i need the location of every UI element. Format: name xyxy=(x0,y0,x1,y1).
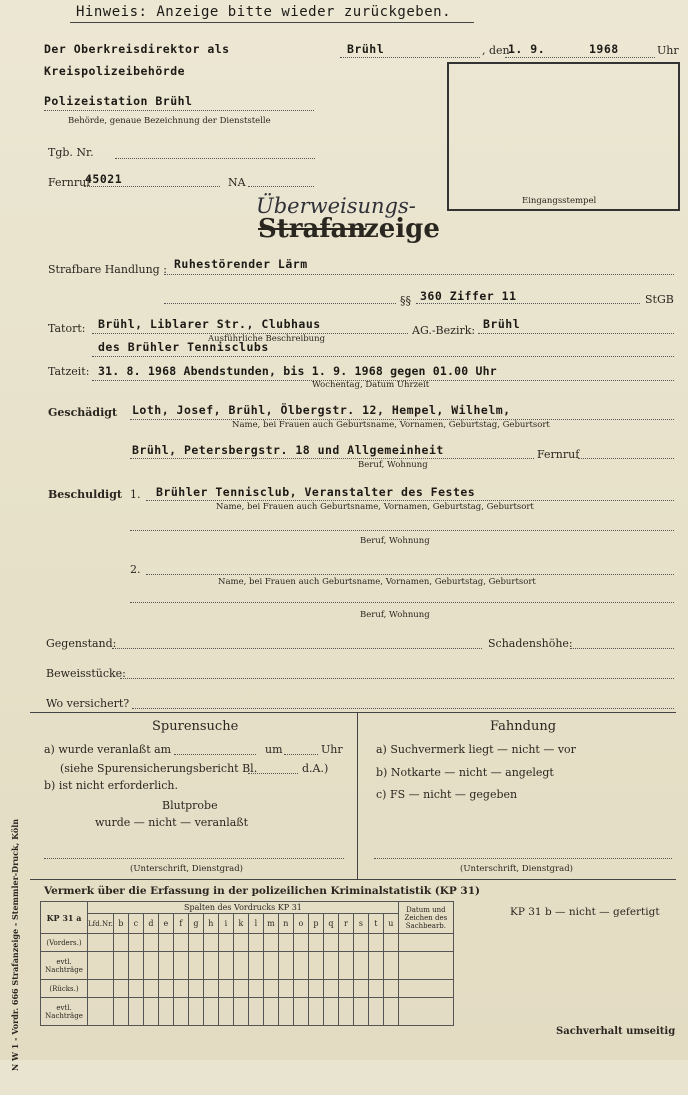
kp-grid-cell[interactable] xyxy=(143,952,158,980)
schaden-label: Schadenshöhe: xyxy=(488,637,573,650)
section-value: 360 Ziffer 11 xyxy=(420,289,517,303)
kp-grid-cell[interactable] xyxy=(188,998,203,1026)
na-label: NA xyxy=(228,176,246,189)
kp-grid-cell[interactable] xyxy=(128,952,143,980)
kp-grid-cell[interactable] xyxy=(353,980,368,998)
blutprobe-options: wurde — nicht — veranlaßt xyxy=(95,816,249,829)
kp-grid-cell[interactable] xyxy=(383,934,398,952)
spurensuche-title: Spurensuche xyxy=(152,719,239,734)
hinweis-underline xyxy=(70,22,474,23)
kp-grid-cell[interactable] xyxy=(323,998,338,1026)
evtl1-label: evtl. Nachträge xyxy=(41,952,88,980)
den-label: , den xyxy=(482,44,510,57)
fahndung-title: Fahndung xyxy=(490,719,557,734)
kp-grid-cell[interactable] xyxy=(143,934,158,952)
kp-grid-cell[interactable] xyxy=(278,980,293,998)
kp-grid-cell[interactable] xyxy=(203,952,218,980)
date-value: 1. 9. xyxy=(508,42,546,56)
strafbare-label: Strafbare Handlung : xyxy=(48,263,167,276)
tatort-value2: des Brühler Tennisclubs xyxy=(98,340,269,354)
kp-grid-cell[interactable] xyxy=(398,952,453,980)
kp-grid-cell[interactable] xyxy=(233,952,248,980)
title-struck: Strafan xyxy=(258,214,367,244)
kp-grid-cell[interactable] xyxy=(143,998,158,1026)
kp-column-u: u xyxy=(383,914,398,934)
tatort-label: Tatort: xyxy=(48,322,86,335)
kp-grid-cell[interactable] xyxy=(188,952,203,980)
kp-grid-cell[interactable] xyxy=(293,952,308,980)
kp-column-q: q xyxy=(323,914,338,934)
kp-grid-cell[interactable] xyxy=(338,952,353,980)
lfdnr-header: Lfd.Nr. xyxy=(88,914,114,934)
kp-grid-cell[interactable] xyxy=(203,980,218,998)
kp-grid-cell[interactable] xyxy=(398,980,453,998)
kp-grid-cell[interactable] xyxy=(353,998,368,1026)
kp-grid-cell[interactable] xyxy=(248,952,263,980)
datum-header: Datum und Zeichen des Sachbearb. xyxy=(398,902,453,934)
authority-line1: Der Oberkreisdirektor als xyxy=(44,42,230,56)
kp-column-g: g xyxy=(188,914,203,934)
kp-grid-cell[interactable] xyxy=(263,934,278,952)
kp-column-i: i xyxy=(218,914,233,934)
kp-grid-cell[interactable] xyxy=(248,980,263,998)
kp-grid-cell[interactable] xyxy=(338,980,353,998)
evtl2-label: evtl. Nachträge xyxy=(41,998,88,1026)
kp-column-p: p xyxy=(308,914,323,934)
gegenstand-label: Gegenstand: xyxy=(46,637,117,650)
kp-grid-cell[interactable] xyxy=(88,934,114,952)
kp31b-note: KP 31 b — nicht — gefertigt xyxy=(510,906,660,918)
kp-grid-cell[interactable] xyxy=(248,998,263,1026)
kp-grid-cell[interactable] xyxy=(203,998,218,1026)
kp31a-cell: KP 31 a xyxy=(41,902,88,934)
kp-grid-cell[interactable] xyxy=(293,934,308,952)
kp-grid-cell[interactable] xyxy=(188,980,203,998)
fahndung-a: a) Suchvermerk liegt — nicht — vor xyxy=(376,743,576,756)
kp-grid-cell[interactable] xyxy=(158,980,173,998)
kp-grid-cell[interactable] xyxy=(278,952,293,980)
spalten-header: Spalten des Vordrucks KP 31 xyxy=(88,902,399,914)
kp-grid-cell[interactable] xyxy=(173,934,188,952)
kp-grid-cell[interactable] xyxy=(128,934,143,952)
kp-grid-cell[interactable] xyxy=(218,934,233,952)
police-station: Polizeistation Brühl xyxy=(44,94,193,108)
kp-grid-cell[interactable] xyxy=(218,952,233,980)
spuren-b: b) ist nicht erforderlich. xyxy=(44,779,178,792)
kp-grid-cell[interactable] xyxy=(368,952,383,980)
kp-grid-cell[interactable] xyxy=(143,980,158,998)
geschaedigt-value2: Brühl, Petersbergstr. 18 und Allgemeinheit xyxy=(132,443,444,457)
geschaedigt-caption: Name, bei Frauen auch Geburtsname, Vornamen, Geburtstag, Geburtsort xyxy=(232,420,550,430)
fernruf-label: Fernruf xyxy=(48,176,91,189)
kp-grid-cell[interactable] xyxy=(398,998,453,1026)
beruf-caption3: Beruf, Wohnung xyxy=(360,610,430,620)
kp-grid-cell[interactable] xyxy=(128,980,143,998)
kp-grid-cell[interactable] xyxy=(383,952,398,980)
kp-column-m: m xyxy=(263,914,278,934)
kp-grid-cell[interactable] xyxy=(338,998,353,1026)
fahndung-b: b) Notkarte — nicht — angelegt xyxy=(376,766,554,779)
kp-grid-cell[interactable] xyxy=(368,998,383,1026)
kp-grid-cell[interactable] xyxy=(323,980,338,998)
name-caption2: Name, bei Frauen auch Geburtsname, Vornamen, Geburtstag, Geburtsort xyxy=(218,577,536,587)
uhr-label: Uhr xyxy=(657,44,679,57)
kp-column-r: r xyxy=(338,914,353,934)
kp-grid-cell[interactable] xyxy=(368,934,383,952)
tatzeit-caption: Wochentag, Datum Uhrzeit xyxy=(312,380,430,390)
kp-grid-cell[interactable] xyxy=(338,934,353,952)
place-value: Brühl xyxy=(347,42,385,56)
rueck-label: (Rücks.) xyxy=(41,980,88,998)
kp-grid-cell[interactable] xyxy=(323,934,338,952)
kp-grid-cell[interactable] xyxy=(308,998,323,1026)
column-divider xyxy=(357,712,358,880)
geschaedigt-value1: Loth, Josef, Brühl, Ölbergstr. 12, Hempel, Wilhelm, xyxy=(132,403,511,417)
kp-grid-cell[interactable] xyxy=(113,980,128,998)
kp-grid-cell[interactable] xyxy=(263,980,278,998)
hinweis-note: Hinweis: Anzeige bitte wieder zurückgeben. xyxy=(76,4,452,20)
kp-grid-cell[interactable] xyxy=(353,934,368,952)
kp-grid-cell[interactable] xyxy=(248,934,263,952)
name-caption1: Name, bei Frauen auch Geburtsname, Vornamen, Geburtstag, Geburtsort xyxy=(216,502,534,512)
kp-grid-cell[interactable] xyxy=(113,998,128,1026)
year-value: 1968 xyxy=(589,42,619,56)
beschuldigt-num1: 1. xyxy=(130,488,141,501)
kp-grid-cell[interactable] xyxy=(398,934,453,952)
spuren-um: um xyxy=(265,743,283,756)
kp-grid-cell[interactable] xyxy=(278,934,293,952)
kp-column-f: f xyxy=(173,914,188,934)
tatzeit-value: 31. 8. 1968 Abendstunden, bis 1. 9. 1968 gegen 01.00 Uhr xyxy=(98,364,497,378)
authority-line2: Kreispolizeibehörde xyxy=(44,64,186,78)
kp-column-n: n xyxy=(278,914,293,934)
kp-grid-cell[interactable] xyxy=(88,952,114,980)
kp-grid-cell[interactable] xyxy=(368,980,383,998)
kp-column-t: t xyxy=(368,914,383,934)
stamp-caption: Eingangsstempel xyxy=(522,196,597,206)
tgb-label: Tgb. Nr. xyxy=(48,146,94,159)
ag-label: AG.-Bezirk: xyxy=(412,324,476,337)
kp-grid-cell[interactable] xyxy=(293,980,308,998)
authority-caption: Behörde, genaue Bezeichnung der Dienststelle xyxy=(68,116,271,126)
kp31-table xyxy=(40,901,454,1026)
tatzeit-label: Tatzeit: xyxy=(48,365,90,378)
kp-grid-cell[interactable] xyxy=(88,980,114,998)
side-print: N W 1 - Vordr. 666 Strafanzeige - Stemmler-Druck, Köln xyxy=(10,818,20,1072)
stgb-label: StGB xyxy=(645,293,674,306)
kp-column-d: d xyxy=(143,914,158,934)
kp-grid-cell[interactable] xyxy=(113,934,128,952)
kp-grid-cell[interactable] xyxy=(233,980,248,998)
spuren-siehe: (siehe Spurensicherungsbericht Bl. xyxy=(60,762,258,775)
spuren-da: d.A.) xyxy=(302,762,329,775)
kp-column-h: h xyxy=(203,914,218,934)
kp-grid-cell[interactable] xyxy=(263,998,278,1026)
kp-column-k: k xyxy=(233,914,248,934)
geschaedigt-label: Geschädigt xyxy=(48,406,118,419)
kp-grid-cell[interactable] xyxy=(203,934,218,952)
sachverhalt-note: Sachverhalt umseitig xyxy=(556,1026,676,1037)
kp-grid-cell[interactable] xyxy=(158,998,173,1026)
kp-grid-cell[interactable] xyxy=(88,998,114,1026)
kp-column-s: s xyxy=(353,914,368,934)
kp-grid-cell[interactable] xyxy=(188,934,203,952)
kp-grid-cell[interactable] xyxy=(323,952,338,980)
kp-grid-cell[interactable] xyxy=(158,934,173,952)
kp-grid-cell[interactable] xyxy=(308,980,323,998)
kp-grid-cell[interactable] xyxy=(128,998,143,1026)
tatort-caption: Ausführliche Beschreibung xyxy=(208,334,326,344)
kp-grid-cell[interactable] xyxy=(113,952,128,980)
kp-column-l: l xyxy=(248,914,263,934)
kp-column-o: o xyxy=(293,914,308,934)
kp-grid-cell[interactable] xyxy=(218,998,233,1026)
title-rest: zeige xyxy=(364,214,440,244)
ag-value: Brühl xyxy=(483,317,521,331)
title-handwritten: Überweisungs- xyxy=(256,194,416,218)
kp-grid-cell[interactable] xyxy=(278,998,293,1026)
kp-column-b: b xyxy=(113,914,128,934)
kp-grid-cell[interactable] xyxy=(293,998,308,1026)
kp-grid-cell[interactable] xyxy=(233,998,248,1026)
kp-grid-cell[interactable] xyxy=(158,952,173,980)
kp-grid-cell[interactable] xyxy=(308,952,323,980)
kp-grid-cell[interactable] xyxy=(383,998,398,1026)
beschuldigt-label: Beschuldigt xyxy=(48,488,123,501)
kp-grid-cell[interactable] xyxy=(173,980,188,998)
kp-grid-cell[interactable] xyxy=(173,998,188,1026)
beruf-caption2: Beruf, Wohnung xyxy=(360,536,430,546)
tatort-value1: Brühl, Liblarer Str., Clubhaus xyxy=(98,317,321,331)
strafbare-value: Ruhestörender Lärm xyxy=(174,257,308,271)
kp-grid-cell[interactable] xyxy=(308,934,323,952)
versichert-label: Wo versichert? xyxy=(46,697,130,710)
spuren-uhr: Uhr xyxy=(321,743,343,756)
fahndung-sign: (Unterschrift, Dienstgrad) xyxy=(460,864,573,874)
beschuldigt-value1: Brühler Tennisclub, Veranstalter des Festes xyxy=(156,485,476,499)
kp-heading: Vermerk über die Erfassung in der polizeilichen Kriminalstatistik (KP 31) xyxy=(44,885,481,897)
beruf-caption1: Beruf, Wohnung xyxy=(358,460,428,470)
kp-grid-cell[interactable] xyxy=(218,980,233,998)
kp-grid-cell[interactable] xyxy=(353,952,368,980)
spuren-sign: (Unterschrift, Dienstgrad) xyxy=(130,864,243,874)
blutprobe-label: Blutprobe xyxy=(162,799,218,812)
kp-column-c: c xyxy=(128,914,143,934)
fahndung-c: c) FS — nicht — gegeben xyxy=(376,788,518,801)
fernruf-value: 45021 xyxy=(85,172,123,186)
section-prefix: §§ xyxy=(400,294,411,307)
kp-grid-cell[interactable] xyxy=(263,952,278,980)
spuren-a: a) wurde veranlaßt am xyxy=(44,743,172,756)
kp-grid-cell[interactable] xyxy=(233,934,248,952)
beschuldigt-num2: 2. xyxy=(130,563,141,576)
fernruf2-label: Fernruf xyxy=(537,448,580,461)
kp-grid-cell[interactable] xyxy=(173,952,188,980)
vorders-label: (Vorders.) xyxy=(41,934,88,952)
beweis-label: Beweisstücke: xyxy=(46,667,126,680)
kp-grid-cell[interactable] xyxy=(383,980,398,998)
eingangsstempel-box xyxy=(447,62,680,211)
kp-column-e: e xyxy=(158,914,173,934)
